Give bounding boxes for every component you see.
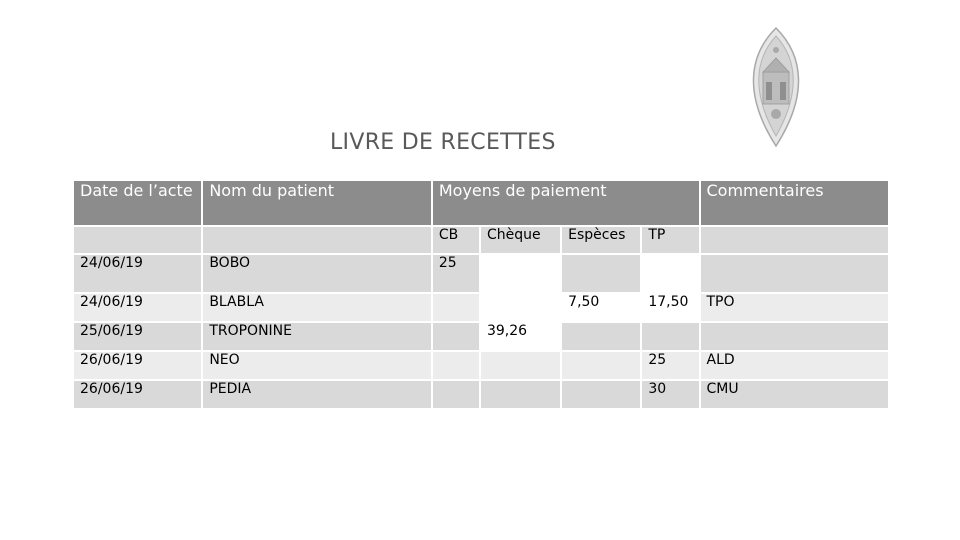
cell-tp: 25 [642, 352, 698, 379]
cell-patient: BOBO [203, 255, 431, 292]
cell-patient: BLABLA [203, 294, 431, 321]
cell-date: 26/06/19 [74, 381, 201, 408]
cell-especes [562, 381, 640, 408]
table-row [74, 381, 888, 408]
subheader-blank [203, 227, 431, 253]
cell-comment: TPO [701, 294, 889, 321]
cell-especes: 7,50 [568, 294, 600, 310]
cell-tp [642, 323, 698, 350]
header-payment: Moyens de paiement [433, 181, 699, 225]
cell-comment: CMU [701, 381, 889, 408]
cell-cb: 25 [433, 255, 479, 292]
table-row [74, 323, 888, 350]
cell-date: 24/06/19 [74, 294, 201, 321]
table-row [74, 294, 888, 321]
subheader-row [74, 227, 888, 253]
cell-cb [433, 323, 479, 350]
cell-patient: PEDIA [203, 381, 431, 408]
subheader-tp: TP [642, 227, 698, 253]
header-row [74, 181, 888, 225]
subheader-blank [74, 227, 201, 253]
table-row [74, 352, 888, 379]
subheader-blank [701, 227, 889, 253]
recettes-table [72, 179, 890, 410]
cell-patient: NEO [203, 352, 431, 379]
cell-comment [701, 255, 889, 292]
subheader-cb: CB [433, 227, 479, 253]
subheader-cheque: Chèque [481, 227, 560, 253]
cell-tp: 17,50 [648, 294, 689, 310]
cell-patient: TROPONINE [203, 323, 431, 350]
cell-date: 26/06/19 [74, 352, 201, 379]
cell-cheque [481, 352, 560, 379]
seal-emblem [742, 26, 810, 148]
cell-tp [642, 255, 698, 292]
cell-especes [562, 255, 640, 292]
cell-comment: ALD [701, 352, 889, 379]
cell-especes [562, 352, 640, 379]
cell-cheque: 39,26 [486, 323, 528, 339]
header-patient: Nom du patient [203, 181, 431, 225]
page-title: LIVRE DE RECETTES [330, 130, 556, 155]
subheader-especes: Espèces [562, 227, 640, 253]
cell-date: 24/06/19 [74, 255, 201, 292]
cell-date: 25/06/19 [74, 323, 201, 350]
cell-cheque [481, 294, 560, 321]
cell-cb [433, 352, 479, 379]
cell-cheque [481, 255, 560, 292]
cell-cb [433, 381, 479, 408]
cell-tp: 30 [642, 381, 698, 408]
cell-cheque [481, 381, 560, 408]
header-comments: Commentaires [701, 181, 889, 225]
cell-especes [562, 323, 640, 350]
cell-cb [433, 294, 479, 321]
table-row [74, 255, 888, 292]
cell-comment [701, 323, 889, 350]
header-date: Date de l’acte [74, 181, 201, 225]
